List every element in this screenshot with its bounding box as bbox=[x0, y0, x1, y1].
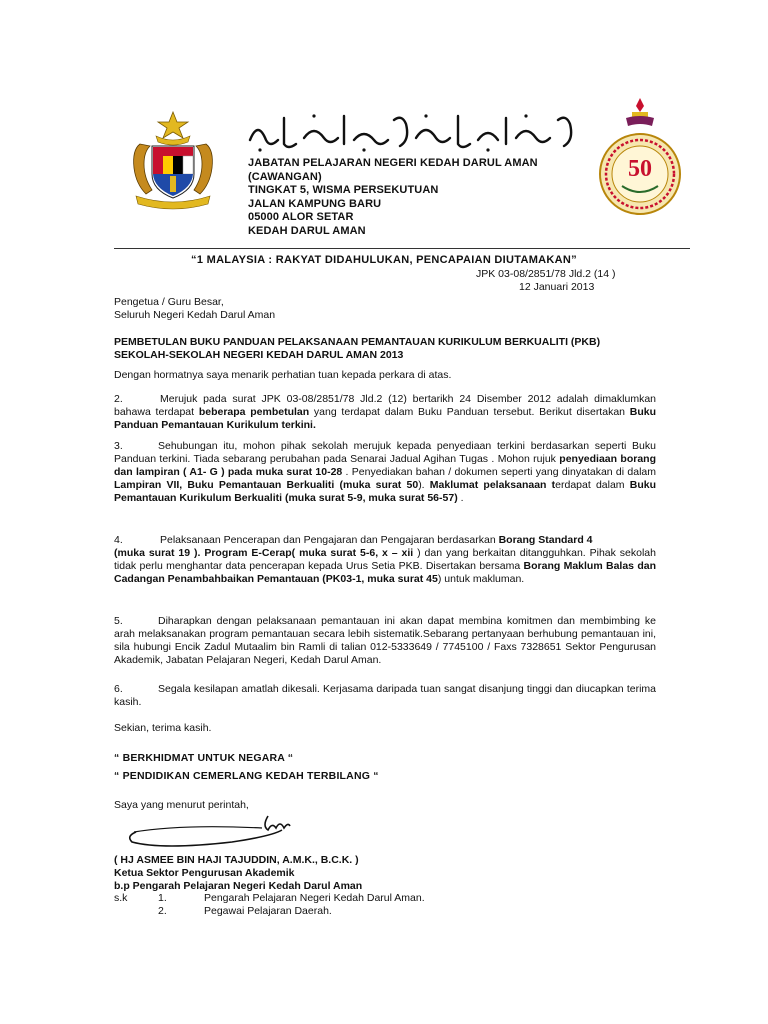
national-motto: “1 MALAYSIA : RAKYAT DIDAHULUKAN, PENCAPAIAN DIUTAMAKAN” bbox=[191, 254, 577, 266]
cc-number: 2. bbox=[158, 905, 167, 917]
addressee-line: Seluruh Negeri Kedah Darul Aman bbox=[114, 308, 276, 321]
paragraph-text: Segala kesilapan amatlah dikesali. Kerjasama daripada tuan sangat disanjung tinggi dan diucapkan terima kasih. bbox=[114, 683, 656, 708]
paragraph-3 bbox=[114, 440, 656, 505]
slogan-line: “ BERKHIDMAT UNTUK NEGARA “ bbox=[114, 752, 294, 764]
malaysia-coat-of-arms-icon bbox=[126, 110, 220, 214]
kedah-50-anniversary-logo-icon bbox=[596, 96, 684, 220]
cc-recipient: Pegawai Pelajaran Daerah. bbox=[204, 905, 332, 917]
paragraph-2 bbox=[114, 393, 656, 432]
signer-block bbox=[114, 854, 362, 893]
paragraph-bold: Buku Pemantauan Kurikulum Berkualiti (muka surat 5-9, muka surat 56-57) bbox=[114, 479, 657, 504]
paragraph-bold: beberapa pembetulan bbox=[198, 406, 310, 418]
by-order-line: Saya yang menurut perintah, bbox=[114, 799, 249, 811]
reference-block bbox=[476, 268, 616, 294]
paragraph-bold: Borang Standard 4 bbox=[498, 534, 593, 546]
cc-label: s.k bbox=[114, 892, 128, 904]
paragraph-6 bbox=[114, 683, 656, 709]
paragraph-number: 6. bbox=[114, 683, 123, 695]
cc-recipient: Pengarah Pelajaran Negeri Kedah Darul Aman. bbox=[204, 892, 425, 904]
paragraph-text: erdapat dalam bbox=[555, 479, 630, 491]
cc-number: 1. bbox=[158, 892, 167, 904]
paragraph-text: ). bbox=[418, 479, 430, 491]
reference-number: JPK 03-08/2851/78 Jld.2 (14 ) bbox=[476, 268, 616, 280]
paragraph-bold: Lampiran VII, Buku Pemantauan Berkualiti (muka surat 50 bbox=[114, 479, 419, 491]
paragraph-text: Merujuk pada surat JPK 03-08/2851/78 Jld.2 (12) bertarikh 24 Disember 2012 adalah dimaklumkan bahawa terdapat bbox=[114, 393, 656, 418]
cc-label-spacer bbox=[114, 905, 158, 918]
header-divider bbox=[114, 248, 690, 249]
addressee-line: Pengetua / Guru Besar, bbox=[114, 296, 224, 308]
address-line: 05000 ALOR SETAR bbox=[248, 211, 354, 223]
addressee bbox=[114, 296, 275, 321]
cc-row bbox=[114, 905, 425, 918]
paragraph-4 bbox=[114, 534, 656, 586]
subject-line: PEMBETULAN BUKU PANDUAN PELAKSANAAN PEMANTAUAN KURIKULUM BERKUALITI (PKB) bbox=[114, 336, 601, 348]
paragraph-text: . Penyediakan bahan / dokumen seperti yang dinyatakan di dalam bbox=[342, 466, 656, 478]
paragraph-text: Diharapkan dengan pelaksanaan pemantauan ini akan dapat membina komitmen dan membimbing ke arah melaksanakan program pemantauan secara lebih sistematik.Sebarang pertanyaan berhubung pemantauan ini, sila hubungi Encik Zadul Mutaalim bin Ramli di talian 012-5333649 / 7745100 / Faxs 7328651 Sektor Pengurusan Akademik, Jabatan Pelajaran Negeri, Kedah Darul Aman. bbox=[114, 615, 656, 666]
signer-name: ( HJ ASMEE BIN HAJI TAJUDDIN, A.M.K., B.C.K. ) bbox=[114, 854, 359, 866]
address-line: JALAN KAMPUNG BARU bbox=[248, 197, 382, 210]
paragraph-bold: (muka surat 19 ). Program E-Cerap( muka surat 5-6, x – xii bbox=[114, 547, 414, 559]
paragraph-bold: Borang Maklum Balas dan Cadangan Penambahbaikan Pemantauan (PK03-1, muka surat 45 bbox=[114, 560, 657, 585]
jawi-calligraphy-header bbox=[244, 110, 584, 154]
paragraph-text: ) untuk makluman. bbox=[437, 573, 525, 585]
letter-subject bbox=[114, 336, 660, 362]
paragraph-text: ) dan yang berkaitan ditangguhkan. Pihak sekolah tidak perlu menghantar data pencerapan kepada Urus Setia PKB. Disertakan bersama bbox=[114, 547, 656, 572]
carbon-copy-list bbox=[114, 892, 425, 918]
slogans bbox=[114, 749, 379, 785]
address-line: (CAWANGAN) bbox=[248, 170, 322, 183]
closing: Sekian, terima kasih. bbox=[114, 722, 212, 734]
subject-line: SEKOLAH-SEKOLAH NEGERI KEDAH DARUL AMAN 2013 bbox=[114, 349, 404, 361]
slogan-line: “ PENDIDIKAN CEMERLANG KEDAH TERBILANG “ bbox=[114, 770, 379, 782]
paragraph-text: yang terdapat dalam Buku Panduan tersebut. Berikut disertakan bbox=[309, 406, 630, 418]
paragraph-bold: Buku Panduan Pemantauan Kurikulum terkini. bbox=[114, 406, 656, 431]
paragraph-number: 2. bbox=[114, 393, 123, 405]
paragraph-bold: Maklumat pelaksanaan t bbox=[429, 479, 556, 491]
address-line: JABATAN PELAJARAN NEGERI KEDAH DARUL AMAN bbox=[248, 157, 538, 169]
signer-on-behalf: b.p Pengarah Pelajaran Negeri Kedah Darul Aman bbox=[114, 880, 363, 892]
greeting: Dengan hormatnya saya menarik perhatian tuan kepada perkara di atas. bbox=[114, 369, 452, 381]
handwritten-signature-icon bbox=[122, 806, 292, 852]
paragraph-number: 4. bbox=[114, 534, 123, 546]
cc-row bbox=[114, 892, 425, 905]
signer-title: Ketua Sektor Pengurusan Akademik bbox=[114, 867, 295, 879]
paragraph-bold: penyediaan borang dan lampiran ( A1- G ) pada muka surat 10-28 bbox=[114, 453, 656, 478]
department-address bbox=[248, 157, 538, 238]
logo-50-text: 50 bbox=[628, 156, 652, 182]
address-line: TINGKAT 5, WISMA PERSEKUTUAN bbox=[248, 184, 439, 196]
paragraph-text: . bbox=[457, 492, 464, 504]
paragraph-text: Pelaksanaan Pencerapan dan Pengajaran dan Pengajaran berdasarkan bbox=[160, 534, 499, 546]
paragraph-number: 5. bbox=[114, 615, 123, 627]
letter-date: 12 Januari 2013 bbox=[519, 281, 595, 293]
paragraph-number: 3. bbox=[114, 440, 123, 452]
paragraph-text: Sehubungan itu, mohon pihak sekolah merujuk kepada penyediaan terkini berdasarkan seperti Buku Panduan terkini. Tiada sebarang perubahan pada Senarai Jadual Agihan Tugas . Mohon rujuk bbox=[114, 440, 656, 465]
paragraph-5 bbox=[114, 615, 656, 667]
address-line: KEDAH DARUL AMAN bbox=[248, 224, 366, 237]
